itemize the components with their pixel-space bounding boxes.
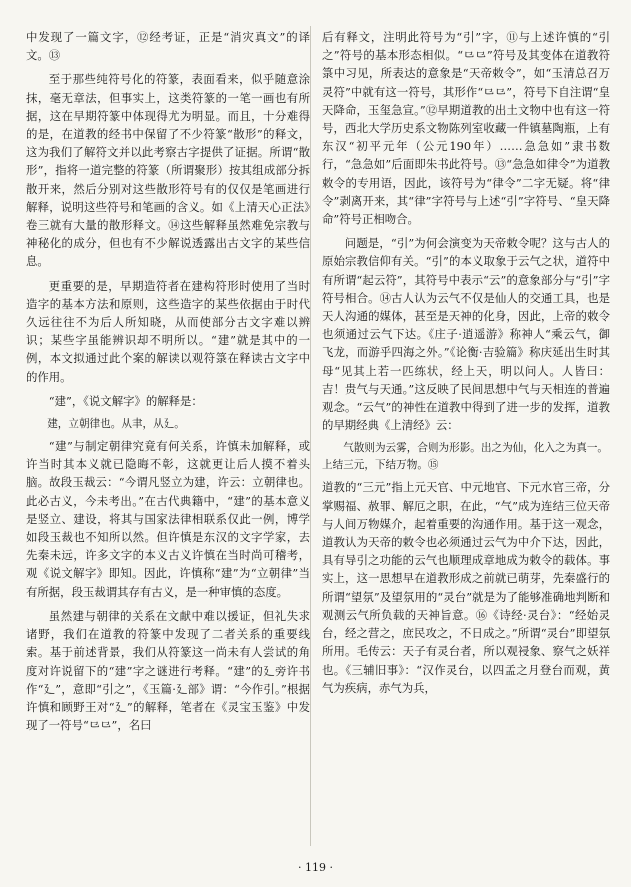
block-quote: 建，立朝律也。从聿，从廴。 [47, 418, 185, 431]
right-column [322, 28, 610, 703]
paragraph: “建”与制定朝律究竟有何关系，许慎未加解释，或许当时其本义就已隐晦不彰，这就更让后人摸不着头脑。故段玉裁云：“今谓凡竖立为建，许云：立朝律也。此必古义，今未考出。”在古代典籍中，“建”的基本意义是竖立、建设，将其与国家法律相联系仅此一例，博学如段玉裁也不知所以然。但许慎是东汉的文字学家，去先秦未远，许多文字的本义古义许慎在当时尚可稽考，观《说文解字》即知。因此，许慎称“建”为“立朝律”当有所据，段玉裁谓其存有古义，是一种审慎的态度。 [26, 439, 310, 599]
page-number: · 119 · [298, 861, 333, 874]
paragraph: 至于那些纯符号化的符篆，表面看来，似乎随意涂抹，毫无章法，但事实上，这类符篆的一笔一画也有所据，这在早期符篆中体现得尤为明显。而且，十分难得的是，在道教的经书中保留了不少符篆“散形”的释文，这为我们了解符文并以此考察古字提供了证据。所谓“散形”，指将一道完整的符篆（所谓聚形）按其组成部分拆散开来，然后分别对这些散形符号有的仅仅是笔画进行解释，说明这些符号和笔画的含义。如《上清天心正法》卷三就有大量的散形释文。⑭这些解释虽然难免宗教与神秘化的成分，但也有不少解说透露出古文字的某些信息。 [26, 72, 310, 269]
paragraph: 道教的“三元”指上元天官、中元地官、下元水官三帝，分掌赐福、赦罪、解厄之职，在此，“气”成为连结三位天帝与人间万物媒介，起着重要的沟通作用。基于这一观念，道教认为天帝的敕令也必须通过云气为中介下达，因此，具有导引之功能的云气也顺理成章地成为敕令的载体。事实上，这一思想早在道教形成之前就已萌芽，先秦盛行的所谓“望氛”及望氛用的“灵台”就是为了能够准确地判断和观测云气所负载的天神旨意。⑯《诗经·灵台》：“经始灵台，经之营之，庶民攻之，不日成之。”所谓“灵台”即望氛所用。毛传云：天子有灵台者，所以观祲象、察气之妖祥也。《三辅旧事》：“汉作灵台，以四孟之月登台而观，黄气为疾病，赤气为兵， [322, 480, 610, 695]
paragraph: 虽然建与朝律的关系在文献中难以援证，但礼失求诸野，我们在道教的符篆中发现了二者关系的重要线索。基于前述背景，我们从符篆这一尚未有人尝试的角度对许说留下的“建”字之谜进行考释。“建”的廴旁许书作“廴”，意即“引之”，《玉篇·廴部》谓：“今作引。”根据许慎和顾野王对“廴”的解释，笔者在《灵宝玉鉴》中发现了一符号“⺋⺋”，名曰 [26, 608, 310, 733]
paragraph: “建”，《说文解字》的解释是： [48, 393, 203, 408]
left-column [26, 28, 310, 740]
paragraph: 中发现了一篇文字，⑫经考证，正是“消灾真文”的译文。⑬ [26, 30, 310, 63]
paragraph: 后有释文，注明此符号为“引”字，⑪与上述许慎的“引之”符号的基本形态相似。“⺋⺋”符号及其变体在道教符箓中习见，所表达的意象是“天帝敕令”，如“玉清总召万灵符”中就有这一符号，其形作“⺋⺋”，符号下自注谓“皇天降命，玉玺急宣。”⑫早期道教的出土文物中也有这一符号，西北大学历史系文物陈列室收藏一件镇墓陶瓶，上有东汉“初平元年（公元190年）……急急如”隶书数行，“急急如”后面即朱书此符号。⑬“急急如律令”为道教敕令的专用语，因此，该符号为“律令”二字无疑。将“律令”剥离开来，其“律”字符号与上述“引”字符号、“皇天降命”符号正相吻合。 [322, 30, 610, 227]
paragraph: 问题是，“引”为何会演变为天帝敕令呢？这与古人的原始宗教信仰有关。“引”的本义取象于云气之状，道符中有所谓“起云符”，其符号中表示“云”的意象部分与“引”字符号相合。⑭古人认为云气不仅是仙人的交通工具，也是天人沟通的媒体，甚至是天神的化身，因此，上帝的敕令也须通过云气下达。《庄子·逍遥游》称神人“乘云气，御飞龙，而游乎四海之外。”《论衡·吉验篇》称庆延出生时其母“见其上若一匹练状，经上天，明以问人。人皆曰：吉！贵气与天通。”这反映了民间思想中气与天相连的普遍观念。“云气”的神性在道教中得到了进一步的发挥，道教的早期经典《上清经》云： [322, 236, 610, 433]
column-divider [310, 26, 311, 846]
paragraph: 更重要的是，早期造符者在建构符形时使用了当时造字的基本方法和原则，这些造字的某些依据由于时代久远往往不为后人所知晓，从而使部分古文字难以辨识；某些字虽能辨识却不明所以。“建”就是其中的一例，本文拟通过此个案的解读以观符箓在释读古文字中的作用。 [26, 278, 310, 384]
block-quote: 气散则为云雾，合则为形影。出之为仙，化入之为真一。上结三元，下结万物。⑮ [322, 442, 609, 472]
